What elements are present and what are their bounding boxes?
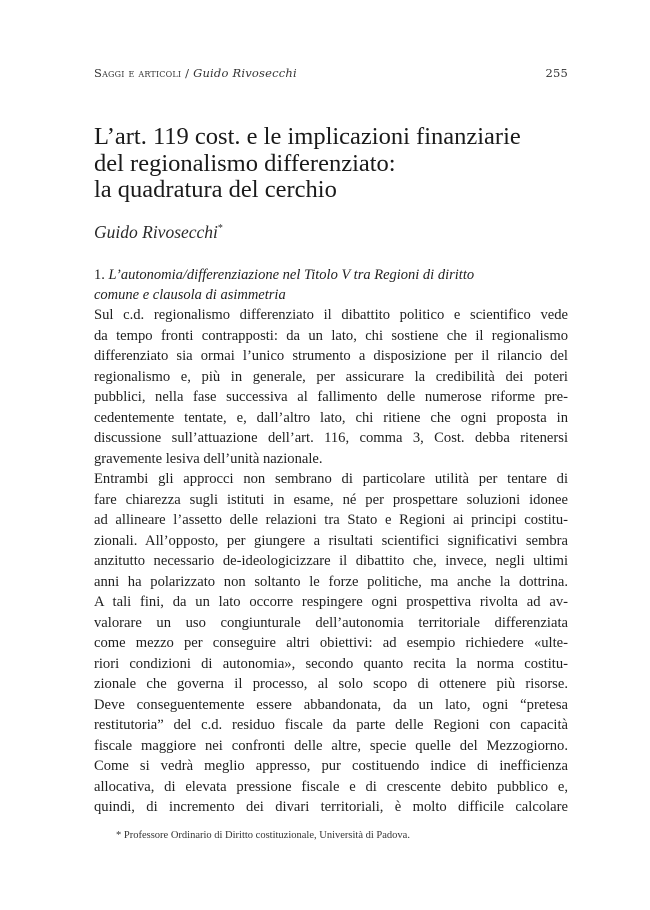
section-number: 1. — [94, 267, 109, 283]
body-line: riori condizioni di autonomia», secondo quanto recita la norma costitu- — [94, 655, 568, 672]
author-footnote-mark: * — [217, 223, 223, 235]
running-head-section: Saggi e articoli — [94, 66, 182, 80]
body-line: fare chiarezza sugli istituti in esame, né per prospettare soluzioni idonee — [94, 491, 568, 508]
body-line: Entrambi gli approcci non sembrano di particolare utilità per tentare di — [94, 471, 568, 487]
footnote: * Professore Ordinario di Diritto costituzionale, Università di Padova. — [116, 830, 410, 841]
section-title-part: comune e clausola di asimmetria — [94, 286, 286, 303]
body-line: allocativa, di elevata pressione fiscale e di crescente debito pubblico e, — [94, 778, 568, 795]
running-head-author: Guido Rivosecchi — [193, 66, 297, 80]
title-line: del regionalismo differenziato: — [94, 149, 396, 177]
body-line: Come si vedrà meglio appresso, pur costituendo indice di inefficienza — [94, 758, 568, 774]
body-line: Sul c.d. regionalismo differenziato il dibattito politico e scientifico vede — [94, 307, 568, 323]
body-line: gravemente lesiva dell’unità nazionale. — [94, 450, 323, 467]
page — [94, 0, 568, 910]
body-text — [94, 305, 568, 818]
author-name: Guido Rivosecchi — [94, 222, 218, 242]
section-heading-line — [94, 266, 568, 286]
body-line: zionale che governa il processo, al solo scopo di ottenere più risorse. — [94, 676, 568, 692]
body-line: differenziato sia ormai l’unico strumento a disposizione per il rilancio del — [94, 348, 568, 364]
body-line: regionalismo e, più in generale, per assicurare la credibilità dei poteri — [94, 368, 568, 385]
body-line: da tempo fronti contrapposti: da un lato, chi sostiene che il regionalismo — [94, 327, 568, 344]
body-line: Deve conseguentemente essere abbandonata, da un lato, ogni “pretesa — [94, 696, 568, 713]
body-line: discussione sull’attuazione dell’art. 116, comma 3, Cost. debba ritenersi — [94, 430, 568, 446]
body-line: zionali. All’opposto, per giungere a risultati scientifici significativi sembra — [94, 532, 568, 549]
title-line: L’art. 119 cost. e le implicazioni finanziarie — [94, 123, 521, 150]
running-head — [94, 66, 568, 80]
running-head-separator: / — [181, 66, 194, 80]
article-title — [94, 124, 568, 204]
body-line: restitutoria” del c.d. residuo fiscale da parte delle Regioni con capacità — [94, 717, 568, 733]
body-line: anzitutto necessario de-ideologicizzare il dibattito che, invece, negli ultimi — [94, 553, 568, 569]
body-line: ad allineare l’assetto delle relazioni tra Stato e Regioni ai principi costitu- — [94, 512, 568, 528]
page-number: 255 — [545, 66, 568, 80]
section-title-part: L’autonomia/differenziazione nel Titolo V tra Regioni di diritto — [108, 267, 475, 283]
body-line: valorare un uso congiunturale dell’autonomia territoriale differenziata — [94, 614, 568, 631]
article-author — [94, 222, 223, 243]
body-line: fiscale maggiore nei confronti delle altre, specie quelle del Mezzogiorno. — [94, 737, 568, 754]
body-line: cedentemente tentate, e, dall’altro lato, chi ritiene che ogni proposta in — [94, 409, 568, 426]
body-line: anni ha polarizzato non soltanto le forze politiche, ma anche la dottrina. — [94, 573, 568, 590]
body-line: pubblici, nella fase successiva al fallimento delle numerose riforme pre- — [94, 389, 568, 405]
body-line: A tali fini, da un lato occorre respingere ogni prospettiva rivolta ad av- — [94, 594, 568, 610]
body-line: quindi, di incremento dei divari territoriali, è molto difficile calcolare — [94, 799, 568, 815]
section-heading — [94, 266, 568, 305]
title-line: la quadratura del cerchio — [94, 176, 337, 203]
running-head-left — [94, 66, 297, 80]
body-line: come mezzo per conseguire altri obiettivi: ad esempio richiedere «ulte- — [94, 635, 568, 651]
